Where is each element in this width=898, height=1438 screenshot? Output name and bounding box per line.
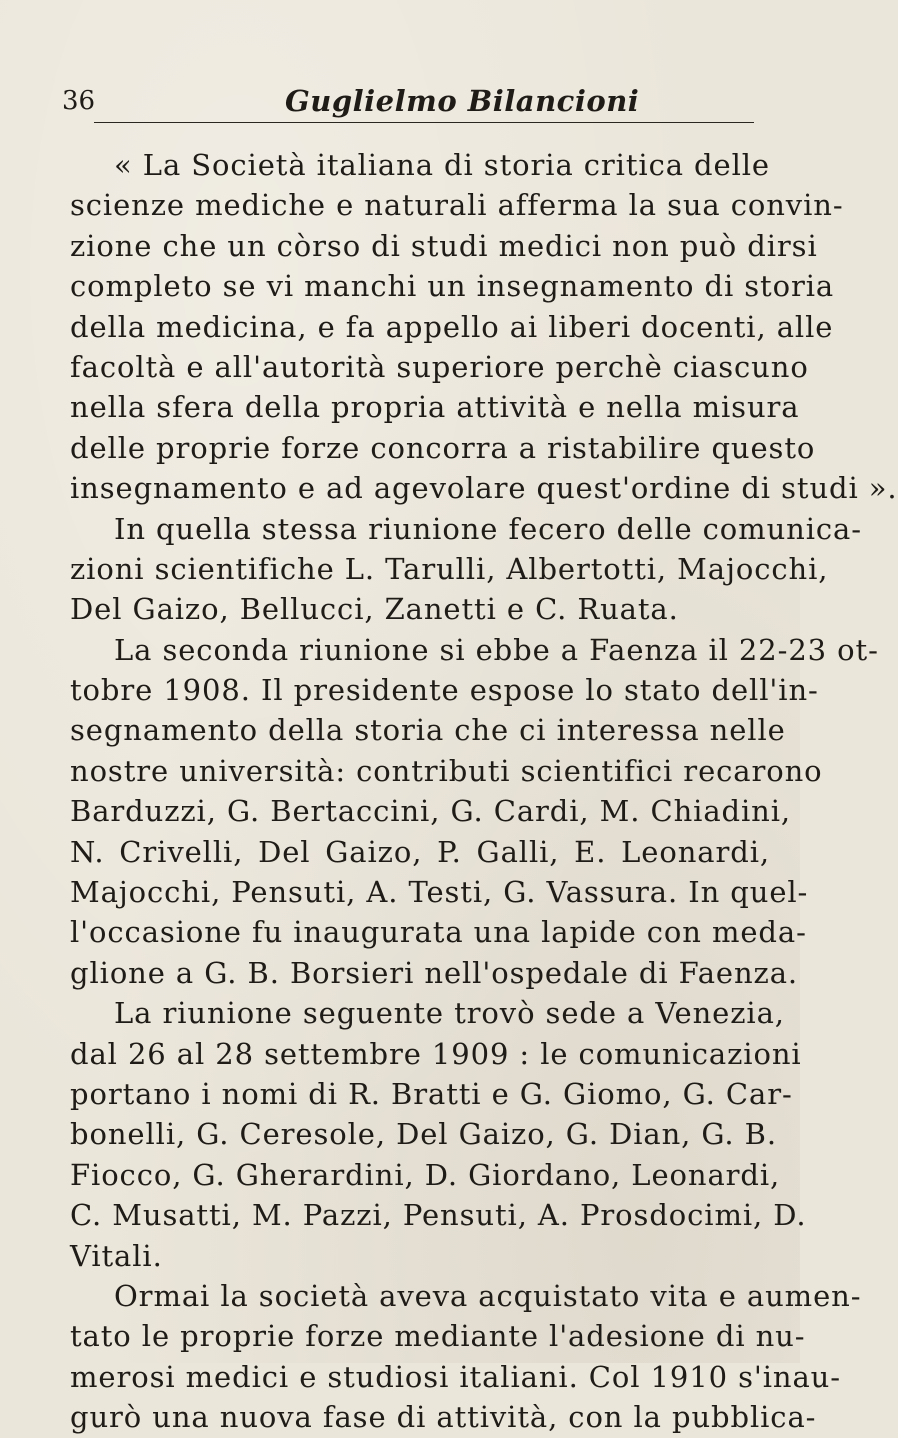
- page-number: 36: [62, 86, 96, 116]
- text-line: merosi medici e studiosi italiani. Col 1910 s'inau-: [70, 1359, 841, 1394]
- text-line: completo se vi manchi un insegnamento di storia: [70, 269, 835, 304]
- text-line: « La Società italiana di storia critica delle: [114, 148, 770, 182]
- text-line: N. Crivelli, Del Gaizo, P. Galli, E. Leonardi,: [70, 834, 770, 869]
- text-line: gurò una nuova fase di attività, con la pubblica-: [70, 1400, 817, 1435]
- text-line: Ormai la società aveva acquistato vita e aumen-: [114, 1278, 862, 1313]
- text-line: scienze mediche e naturali afferma la sua convin-: [70, 188, 844, 223]
- body-text: [70, 145, 898, 1438]
- text-line: Barduzzi, G. Bertaccini, G. Cardi, M. Chiadini,: [70, 794, 792, 829]
- text-line: portano i nomi di R. Bratti e G. Giomo, G. Car-: [70, 1076, 793, 1111]
- text-line: tobre 1908. Il presidente espose lo stato dell'in-: [70, 673, 819, 708]
- page-header: [62, 70, 762, 124]
- text-line: delle proprie forze concorra a ristabilire questo: [70, 430, 816, 465]
- text-line: Vitali.: [70, 1238, 163, 1273]
- text-line: La riunione seguente trovò sede a Venezia,: [114, 996, 785, 1031]
- text-line: zione che un còrso di studi medici non può dirsi: [70, 228, 818, 263]
- text-line: zioni scientifiche L. Tarulli, Albertotti, Majocchi,: [70, 551, 829, 586]
- text-line: segnamento della storia che ci interessa nelle: [70, 713, 786, 748]
- text-line: Fiocco, G. Gherardini, D. Giordano, Leonardi,: [70, 1157, 781, 1192]
- text-line: della medicina, e fa appello ai liberi docenti, alle: [70, 309, 834, 344]
- text-line: Del Gaizo, Bellucci, Zanetti e C. Ruata.: [70, 592, 679, 627]
- text-line: Majocchi, Pensuti, A. Testi, G. Vassura. In quel-: [70, 875, 809, 910]
- text-line: La seconda riunione si ebbe a Faenza il 22-23 ot-: [114, 632, 879, 667]
- text-line: In quella stessa riunione fecero delle comunica-: [114, 511, 862, 546]
- text-line: tato le proprie forze mediante l'adesione di nu-: [70, 1319, 806, 1354]
- text-line: nella sfera della propria attività e nella misura: [70, 390, 800, 425]
- header-rule: [94, 122, 754, 123]
- text-line: insegnamento e ad agevolare quest'ordine di studi ».: [70, 471, 898, 506]
- text-line: bonelli, G. Ceresole, Del Gaizo, G. Dian, G. B.: [70, 1117, 777, 1152]
- running-head: Guglielmo Bilancioni: [285, 84, 640, 118]
- text-line: nostre università: contributi scientifici recarono: [70, 753, 823, 788]
- text-line: glione a G. B. Borsieri nell'ospedale di Faenza.: [70, 955, 799, 990]
- text-line: dal 26 al 28 settembre 1909 : le comunicazioni: [70, 1036, 802, 1071]
- text-line: facoltà e all'autorità superiore perchè ciascuno: [70, 349, 809, 384]
- text-line: C. Musatti, M. Pazzi, Pensuti, A. Prosdocimi, D.: [70, 1198, 807, 1233]
- text-line: l'occasione fu inaugurata una lapide con meda-: [70, 915, 807, 950]
